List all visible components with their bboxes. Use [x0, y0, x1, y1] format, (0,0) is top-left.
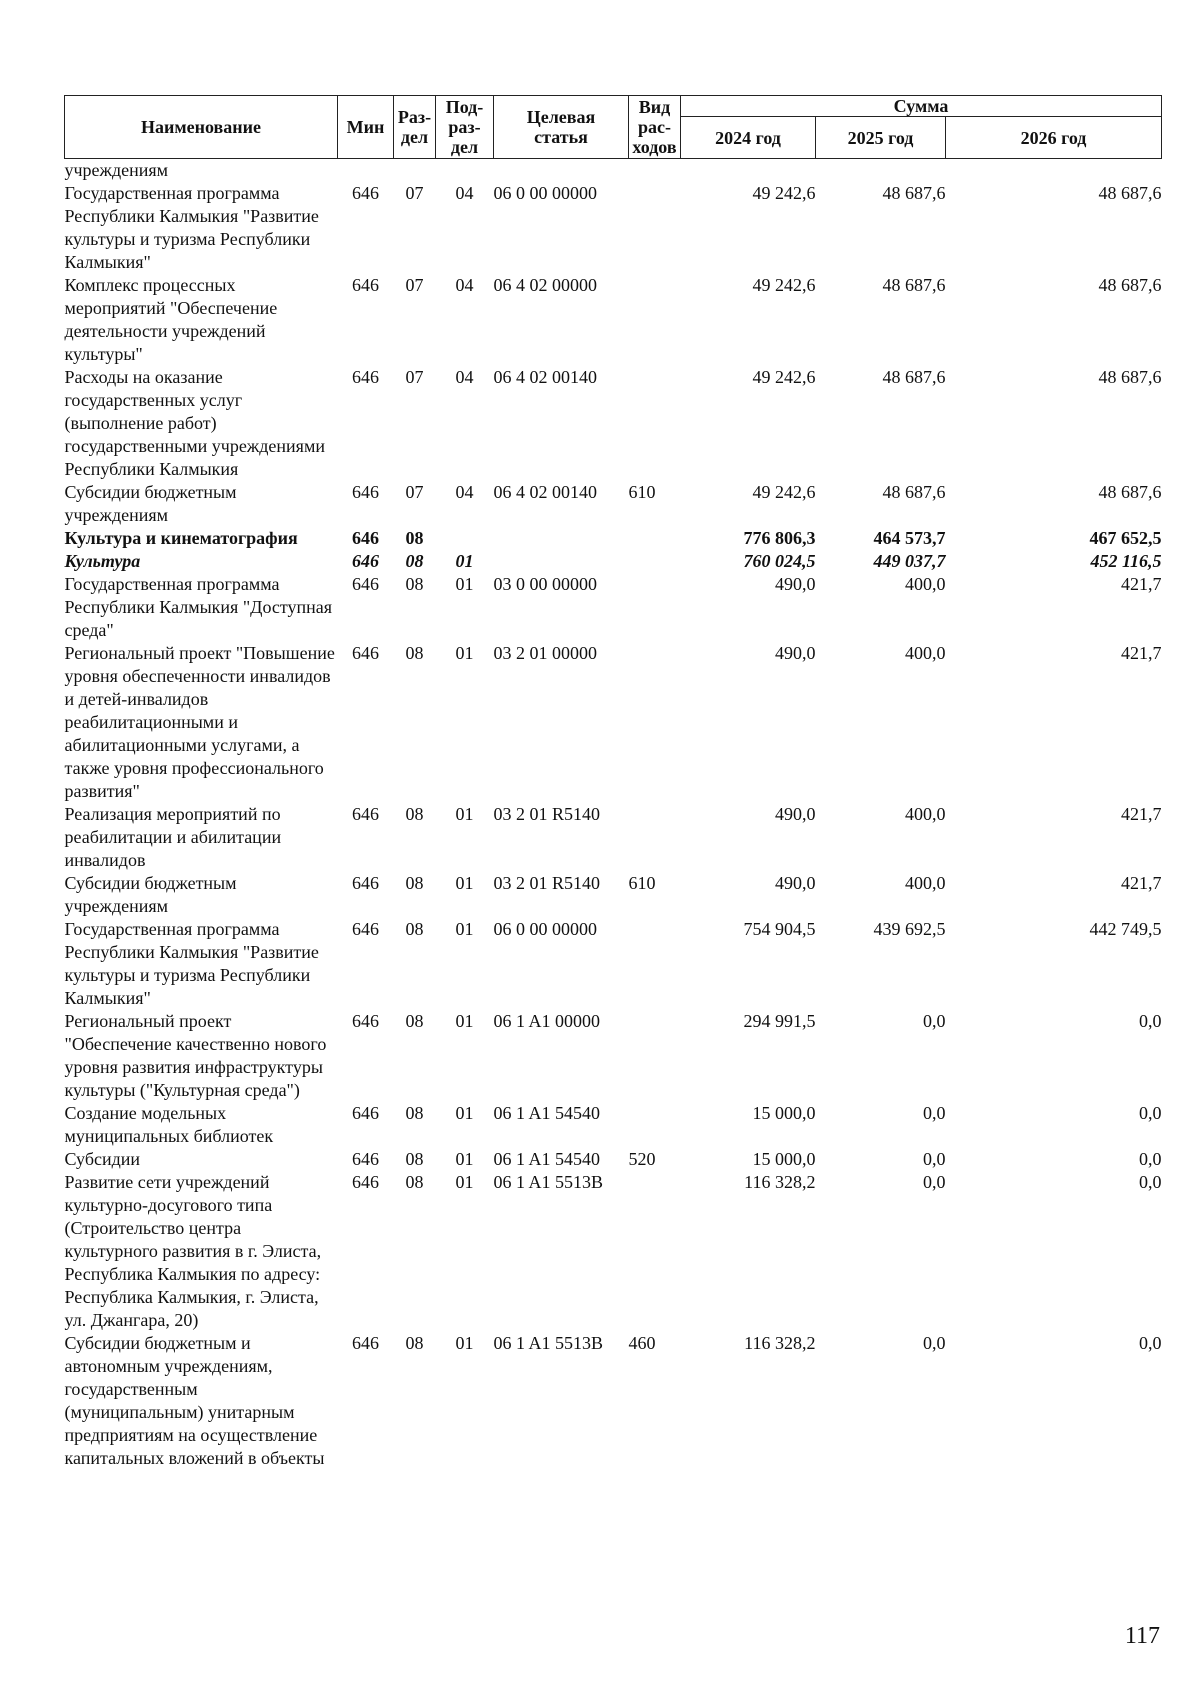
- row-sum-2026: 421,7: [1121, 574, 1162, 594]
- row-podrazdel: 01: [455, 1333, 474, 1353]
- row-sum-2025: 439 692,5: [873, 919, 946, 939]
- row-sum-2026: 48 687,6: [1098, 183, 1162, 203]
- row-sum-2026: 0,0: [1139, 1333, 1162, 1353]
- row-podrazdel: 01: [455, 1103, 474, 1123]
- row-sum-2025: 0,0: [923, 1333, 946, 1353]
- row-sum-2025: 400,0: [905, 574, 946, 594]
- row-target-article: 03 2 01 R5140: [493, 804, 601, 824]
- header-2026: 2026 год: [946, 117, 1162, 159]
- row-podrazdel: 04: [455, 367, 474, 387]
- row-sum-2025: 464 573,7: [873, 528, 946, 548]
- row-target-article: 06 0 00 00000: [493, 919, 597, 939]
- row-expense-type: [629, 803, 681, 872]
- row-expense-type: [629, 527, 681, 550]
- row-sum-2026: 0,0: [1139, 1011, 1162, 1031]
- row-podrazdel: [436, 159, 494, 183]
- row-razdel: 08: [405, 1103, 424, 1123]
- row-sum-2026: 421,7: [1121, 804, 1162, 824]
- row-expense-type: [629, 918, 681, 1010]
- row-min: 646: [352, 275, 379, 295]
- row-name: учреждениям: [64, 160, 169, 180]
- row-razdel: 07: [405, 275, 424, 295]
- row-razdel: 08: [405, 528, 424, 548]
- row-sum-2024: 776 806,3: [743, 528, 816, 548]
- row-sum-2025: 400,0: [905, 804, 946, 824]
- row-target-article: 06 1 A1 5513B: [493, 1333, 604, 1353]
- header-2024: 2024 год: [681, 117, 816, 159]
- row-sum-2026: 48 687,6: [1098, 482, 1162, 502]
- table-row: [65, 1102, 1162, 1148]
- row-name: Региональный проект "Повышение уровня обеспеченности инвалидов и детей-инвалидов реабилитационными и абилитационными услугами, а также уровня профессионального развития": [64, 643, 335, 801]
- row-sum-2024: 490,0: [775, 643, 816, 663]
- row-sum-2024: 490,0: [775, 873, 816, 893]
- row-min: 646: [352, 1172, 379, 1192]
- row-razdel: 08: [405, 643, 424, 663]
- header-vid: Вид рас- ходов: [629, 96, 681, 159]
- row-name: Субсидии бюджетным учреждениям: [64, 482, 237, 525]
- row-min: 646: [352, 574, 379, 594]
- row-name: Субсидии бюджетным и автономным учреждениям, государственным (муниципальным) унитарным предприятиям на осуществление капитальных вложений в объекты: [64, 1333, 325, 1468]
- row-target-article: 03 2 01 R5140: [493, 873, 601, 893]
- row-razdel: 08: [405, 804, 424, 824]
- row-sum-2026: 0,0: [1139, 1149, 1162, 1169]
- row-podrazdel: [436, 527, 494, 550]
- row-razdel: 08: [405, 574, 424, 594]
- row-sum-2026: 48 687,6: [1098, 275, 1162, 295]
- row-name: Культура и кинематография: [64, 528, 298, 548]
- row-min: 646: [352, 1149, 379, 1169]
- row-sum-2024: 49 242,6: [752, 275, 816, 295]
- header-article: Целевая статья: [494, 96, 629, 159]
- row-expense-type: 610: [628, 482, 656, 502]
- row-sum-2024: 760 024,5: [743, 551, 816, 571]
- row-sum-2025: 48 687,6: [882, 275, 946, 295]
- row-expense-type: [629, 1010, 681, 1102]
- row-name: Культура: [64, 551, 141, 571]
- row-min: 646: [352, 643, 379, 663]
- row-target-article: [494, 527, 629, 550]
- row-min: 646: [352, 1103, 379, 1123]
- table-row: [65, 872, 1162, 918]
- row-sum-2024: 490,0: [775, 804, 816, 824]
- budget-table: [64, 95, 1162, 1470]
- table-row: [65, 274, 1162, 366]
- row-sum-2025: 0,0: [923, 1011, 946, 1031]
- row-sum-2026: 442 749,5: [1089, 919, 1162, 939]
- header-min: Мин: [338, 96, 394, 159]
- row-name: Государственная программа Республики Калмыкия "Развитие культуры и туризма Республики Калмыкия": [64, 919, 319, 1008]
- row-razdel: 08: [405, 1149, 424, 1169]
- row-sum-2024: 49 242,6: [752, 367, 816, 387]
- row-podrazdel: 04: [455, 275, 474, 295]
- table-row: [65, 527, 1162, 550]
- table-row: [65, 803, 1162, 872]
- row-sum-2024: 116 328,2: [744, 1172, 816, 1192]
- row-sum-2025: 48 687,6: [882, 367, 946, 387]
- row-name: Создание модельных муниципальных библиотек: [64, 1103, 274, 1146]
- table-row: [65, 182, 1162, 274]
- row-sum-2026: 0,0: [1139, 1172, 1162, 1192]
- table-row: [65, 159, 1162, 183]
- row-sum-2024: 15 000,0: [752, 1149, 816, 1169]
- row-podrazdel: 04: [455, 482, 474, 502]
- row-min: 646: [352, 873, 379, 893]
- row-name: Комплекс процессных мероприятий "Обеспечение деятельности учреждений культуры": [64, 275, 278, 364]
- row-sum-2024: 49 242,6: [752, 183, 816, 203]
- row-expense-type: [629, 366, 681, 481]
- row-razdel: 07: [405, 482, 424, 502]
- row-expense-type: 610: [628, 873, 656, 893]
- row-target-article: 06 4 02 00000: [493, 275, 597, 295]
- row-target-article: 06 1 A1 54540: [493, 1103, 601, 1123]
- table-row: [65, 1148, 1162, 1171]
- row-expense-type: [629, 1102, 681, 1148]
- table-row: [65, 366, 1162, 481]
- row-razdel: 07: [405, 183, 424, 203]
- row-min: 646: [352, 528, 379, 548]
- row-razdel: [394, 159, 436, 183]
- row-podrazdel: 01: [455, 551, 474, 571]
- header-2025: 2025 год: [816, 117, 946, 159]
- row-expense-type: 460: [628, 1333, 656, 1353]
- row-razdel: 08: [405, 1011, 424, 1031]
- row-sum-2025: 449 037,7: [873, 551, 946, 571]
- row-name: Государственная программа Республики Калмыкия "Развитие культуры и туризма Республики Калмыкия": [64, 183, 319, 272]
- row-min: 646: [352, 482, 379, 502]
- row-target-article: [494, 550, 629, 573]
- table-row: [65, 1171, 1162, 1332]
- row-min: 646: [352, 367, 379, 387]
- row-podrazdel: 04: [455, 183, 474, 203]
- table-row: [65, 642, 1162, 803]
- row-name: Реализация мероприятий по реабилитации и абилитации инвалидов: [64, 804, 282, 870]
- row-expense-type: 520: [628, 1149, 656, 1169]
- table-row: [65, 1332, 1162, 1470]
- row-podrazdel: 01: [455, 1011, 474, 1031]
- table-row: [65, 918, 1162, 1010]
- row-target-article: 03 0 00 00000: [493, 574, 597, 594]
- row-target-article: 06 4 02 00140: [493, 367, 597, 387]
- row-sum-2026: [946, 159, 1162, 183]
- row-target-article: 06 1 A1 00000: [493, 1011, 601, 1031]
- row-min: 646: [352, 919, 379, 939]
- row-sum-2026: 48 687,6: [1098, 367, 1162, 387]
- row-target-article: [494, 159, 629, 183]
- row-sum-2024: 116 328,2: [744, 1333, 816, 1353]
- table-row: [65, 1010, 1162, 1102]
- row-name: Государственная программа Республики Калмыкия "Доступная среда": [64, 574, 333, 640]
- row-razdel: 08: [405, 1172, 424, 1192]
- row-sum-2026: 421,7: [1121, 643, 1162, 663]
- header-summa: Сумма: [681, 96, 1162, 117]
- row-sum-2025: 0,0: [923, 1149, 946, 1169]
- row-name: Развитие сети учреждений культурно-досугового типа (Строительство центра культурного развития в г. Элиста, Республика Калмыкия по адресу: Республика Калмыкия, г. Элиста, ул. Джангара, 20): [64, 1172, 322, 1330]
- row-sum-2024: 490,0: [775, 574, 816, 594]
- row-podrazdel: 01: [455, 643, 474, 663]
- row-podrazdel: 01: [455, 873, 474, 893]
- row-podrazdel: 01: [455, 1172, 474, 1192]
- row-name: Региональный проект "Обеспечение качественно нового уровня развития инфраструктуры культуры ("Культурная среда"): [64, 1011, 327, 1100]
- row-expense-type: [629, 642, 681, 803]
- row-sum-2025: [816, 159, 946, 183]
- row-sum-2025: 400,0: [905, 643, 946, 663]
- row-podrazdel: 01: [455, 804, 474, 824]
- row-sum-2025: 0,0: [923, 1172, 946, 1192]
- row-min: [338, 159, 394, 183]
- row-sum-2026: 452 116,5: [1090, 551, 1162, 571]
- row-name: Субсидии бюджетным учреждениям: [64, 873, 237, 916]
- table-body: [65, 159, 1162, 1471]
- row-target-article: 06 1 A1 54540: [493, 1149, 601, 1169]
- row-target-article: 03 2 01 00000: [493, 643, 597, 663]
- row-min: 646: [352, 1333, 379, 1353]
- header-razdel: Раз- дел: [394, 96, 436, 159]
- row-razdel: 08: [405, 1333, 424, 1353]
- row-sum-2024: 294 991,5: [743, 1011, 816, 1031]
- header-podrazdel: Под- раз- дел: [436, 96, 494, 159]
- row-podrazdel: 01: [455, 574, 474, 594]
- row-expense-type: [629, 1171, 681, 1332]
- row-sum-2025: 0,0: [923, 1103, 946, 1123]
- header-name: Наименование: [65, 96, 338, 159]
- row-sum-2024: [681, 159, 816, 183]
- row-min: 646: [352, 1011, 379, 1031]
- row-sum-2024: 15 000,0: [752, 1103, 816, 1123]
- row-expense-type: [629, 550, 681, 573]
- table-row: [65, 573, 1162, 642]
- page-number: 117: [1124, 1623, 1160, 1649]
- table-row: [65, 481, 1162, 527]
- table-row: [65, 550, 1162, 573]
- row-sum-2024: 49 242,6: [752, 482, 816, 502]
- row-podrazdel: 01: [455, 1149, 474, 1169]
- row-min: 646: [352, 183, 379, 203]
- row-razdel: 08: [405, 873, 424, 893]
- row-sum-2026: 421,7: [1121, 873, 1162, 893]
- row-expense-type: [629, 182, 681, 274]
- row-sum-2025: 48 687,6: [882, 482, 946, 502]
- row-min: 646: [352, 804, 379, 824]
- row-sum-2025: 48 687,6: [882, 183, 946, 203]
- row-expense-type: [629, 159, 681, 183]
- row-razdel: 07: [405, 367, 424, 387]
- row-sum-2026: 0,0: [1139, 1103, 1162, 1123]
- row-name: Расходы на оказание государственных услуг (выполнение работ) государственными учреждениями Республики Калмыкия: [64, 367, 325, 479]
- row-target-article: 06 1 A1 5513B: [493, 1172, 604, 1192]
- row-target-article: 06 0 00 00000: [493, 183, 597, 203]
- row-min: 646: [352, 551, 379, 571]
- row-razdel: 08: [405, 919, 424, 939]
- row-expense-type: [629, 274, 681, 366]
- row-sum-2024: 754 904,5: [743, 919, 816, 939]
- row-razdel: 08: [405, 551, 424, 571]
- table-header: [65, 96, 1162, 159]
- row-podrazdel: 01: [455, 919, 474, 939]
- row-target-article: 06 4 02 00140: [493, 482, 597, 502]
- row-sum-2026: 467 652,5: [1089, 528, 1162, 548]
- row-name: Субсидии: [64, 1149, 141, 1169]
- row-sum-2025: 400,0: [905, 873, 946, 893]
- row-expense-type: [629, 573, 681, 642]
